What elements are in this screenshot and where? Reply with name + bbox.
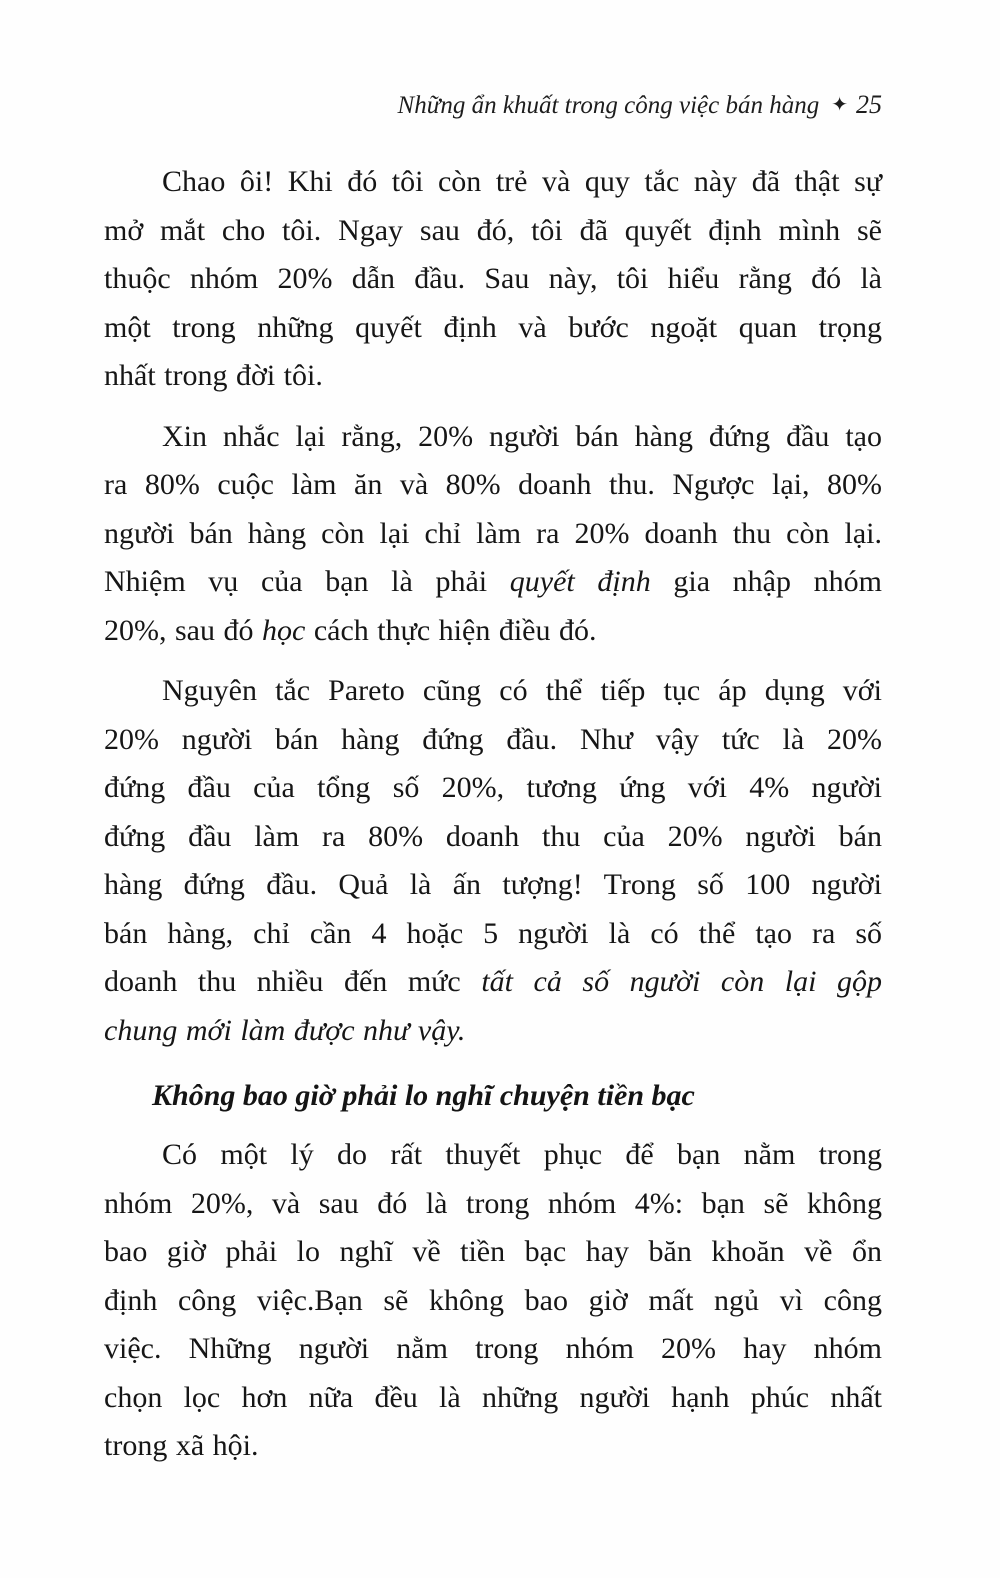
text-run: nhất trong đời tôi. bbox=[104, 359, 323, 392]
text-line bbox=[104, 813, 882, 862]
text-run: Xin nhắc lại rằng, 20% người bán hàng đứng đầu tạo bbox=[162, 419, 882, 453]
text-run: bán hàng, chỉ cần 4 hoặc 5 người là có thể tạo ra số bbox=[104, 916, 882, 950]
text-run: người bán hàng còn lại chỉ làm ra 20% doanh thu còn lại. bbox=[104, 516, 882, 550]
text-run: thuộc nhóm 20% dẫn đầu. Sau này, tôi hiểu rằng đó là bbox=[104, 262, 882, 295]
paragraph bbox=[104, 667, 882, 1055]
text-run: mở mắt cho tôi. Ngay sau đó, tôi đã quyết định mình sẽ bbox=[104, 213, 882, 247]
text-line bbox=[104, 1422, 882, 1471]
text-line bbox=[104, 1228, 882, 1277]
italic-text-run: quyết định bbox=[509, 565, 651, 598]
text-run: bao giờ phải lo nghĩ về tiền bạc hay băn khoăn về ổn bbox=[104, 1235, 882, 1268]
text-run: ra 80% cuộc làm ăn và 80% doanh thu. Ngược lại, 80% bbox=[104, 468, 882, 501]
text-line bbox=[104, 304, 882, 353]
text-run: việc. Những người nằm trong nhóm 20% hay nhóm bbox=[104, 1332, 882, 1365]
text-line bbox=[104, 1007, 882, 1056]
text-line bbox=[104, 352, 882, 401]
page-content bbox=[104, 158, 882, 1483]
text-run: cách thực hiện điều đó. bbox=[305, 613, 597, 647]
text-run: chọn lọc hơn nữa đều là những người hạnh phúc nhất bbox=[104, 1380, 882, 1414]
text-run: Nhiệm vụ của bạn là phải bbox=[104, 565, 510, 598]
text-line bbox=[104, 607, 882, 656]
paragraph bbox=[104, 1131, 882, 1471]
paragraph bbox=[104, 413, 882, 656]
text-line bbox=[104, 1277, 882, 1326]
text-run: 20% người bán hàng đứng đầu. Như vậy tức là 20% bbox=[104, 722, 882, 756]
italic-text-run: học bbox=[261, 613, 306, 647]
text-run: đứng đầu làm ra 80% doanh thu của 20% người bán bbox=[104, 819, 882, 853]
text-line bbox=[104, 1180, 882, 1229]
italic-text-run: chung mới làm được như vậy. bbox=[104, 1013, 466, 1047]
running-title: Những ẩn khuất trong công việc bán hàng bbox=[397, 92, 820, 119]
text-line bbox=[104, 461, 882, 510]
italic-text-run: tất cả số người còn lại gộp bbox=[481, 965, 882, 998]
text-run: 20%, sau đó bbox=[104, 613, 262, 647]
text-line bbox=[104, 958, 882, 1007]
text-line bbox=[104, 207, 882, 256]
section-heading: Không bao giờ phải lo nghĩ chuyện tiền bạc bbox=[152, 1079, 695, 1112]
text-line bbox=[104, 255, 882, 304]
text-line bbox=[104, 1131, 882, 1180]
text-run: doanh thu nhiều đến mức bbox=[104, 965, 482, 998]
text-line bbox=[104, 558, 882, 607]
page-number: 25 bbox=[856, 90, 882, 119]
text-run: đứng đầu của tổng số 20%, tương ứng với 4% người bbox=[104, 771, 882, 804]
text-line bbox=[104, 861, 882, 910]
text-line bbox=[104, 910, 882, 959]
text-line bbox=[104, 510, 882, 559]
text-line bbox=[104, 413, 882, 462]
text-run: nhóm 20%, và sau đó là trong nhóm 4%: bạn sẽ không bbox=[104, 1186, 882, 1220]
text-run: Có một lý do rất thuyết phục để bạn nằm trong bbox=[162, 1138, 882, 1171]
text-run: định công việc.Bạn sẽ không bao giờ mất ngủ vì công bbox=[104, 1283, 882, 1317]
text-line bbox=[104, 764, 882, 813]
text-run: hàng đứng đầu. Quả là ấn tượng! Trong số 100 người bbox=[104, 868, 882, 901]
text-line bbox=[104, 158, 882, 207]
text-run: một trong những quyết định và bước ngoặt quan trọng bbox=[104, 310, 882, 344]
text-line bbox=[104, 1374, 882, 1423]
text-line bbox=[104, 1325, 882, 1374]
text-run: Nguyên tắc Pareto cũng có thể tiếp tục áp dụng với bbox=[162, 674, 882, 707]
text-line bbox=[104, 667, 882, 716]
text-line bbox=[104, 716, 882, 765]
text-run: gia nhập nhóm bbox=[650, 565, 882, 598]
running-header bbox=[104, 90, 882, 122]
text-run: Chao ôi! Khi đó tôi còn trẻ và quy tắc này đã thật sự bbox=[162, 165, 882, 198]
paragraph bbox=[104, 158, 882, 401]
text-run: trong xã hội. bbox=[104, 1429, 259, 1462]
four-pointed-star-icon: ✦ bbox=[831, 94, 848, 116]
